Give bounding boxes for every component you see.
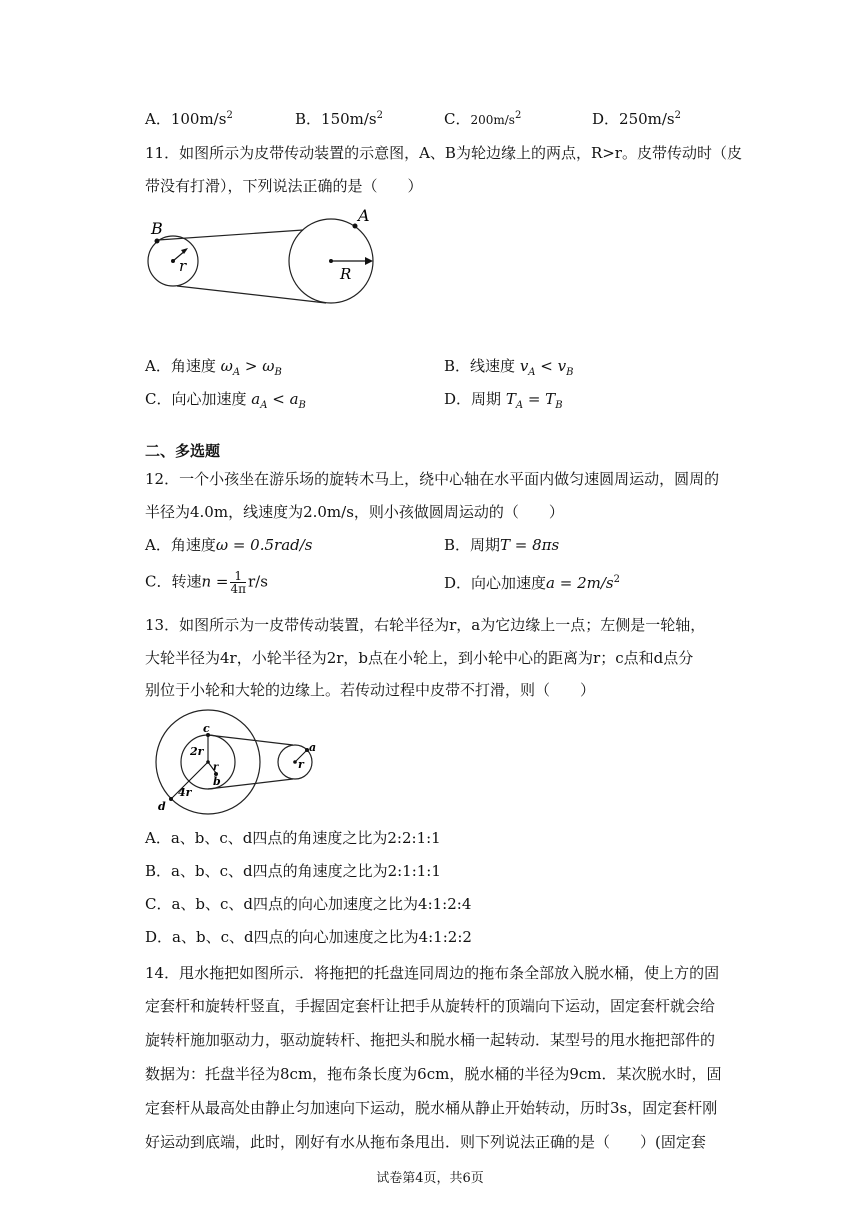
q13-label-r-right: r	[298, 758, 304, 771]
q14-stem-line2: 定套杆和旋转杆竖直，手握固定套杆让把手从旋转杆的顶端向下运动，固定套杆就会给	[145, 997, 716, 1015]
q13-option-b[interactable]: B．a、b、c、d四点的角速度之比为2:1:1:1	[145, 862, 441, 880]
q11-stem-line2: 带没有打滑），下列说法正确的是（ ）	[145, 177, 423, 195]
q12-option-d[interactable]: D．向心加速度$a = 2m/s^2$	[444, 574, 620, 592]
q13-label-d: d	[158, 800, 166, 813]
q10-option-c[interactable]: C．$200m/s^2$	[444, 110, 522, 128]
q11-option-c[interactable]: C．向心加速度 $a_A < a_B$	[145, 390, 306, 411]
q13-label-4r: 4r	[178, 786, 192, 799]
q11-label-r: r	[179, 257, 187, 275]
q13-stem-line3: 别位于小轮和大轮的边缘上。若传动过程中皮带不打滑，则（ ）	[145, 681, 596, 699]
q13-stem-line2: 大轮半径为4r，小轮半径为2r，b点在小轮上，到小轮中心的距离为r；c点和d点分	[145, 649, 694, 667]
q13-label-a: a	[309, 741, 317, 754]
q13-label-c: c	[203, 722, 210, 735]
q14-stem-line3: 旋转杆施加驱动力，驱动旋转杆、拖把头和脱水桶一起转动．某型号的甩水拖把部件的	[145, 1031, 716, 1049]
q11-label-a: A	[358, 206, 370, 225]
q12-fraction: $\frac{1}{4\pi}$	[230, 569, 247, 596]
q10-option-d[interactable]: D．$250m/s^2$	[592, 110, 682, 128]
q11-option-d[interactable]: D．周期 $T_A = T_B$	[444, 390, 563, 411]
q13-option-d[interactable]: D．a、b、c、d四点的向心加速度之比为4:1:2:2	[145, 928, 472, 946]
q14-stem-line4: 数据为：托盘半径为8cm，拖布条长度为6cm，脱水桶的半径为9cm．某次脱水时，固	[145, 1065, 722, 1083]
q12-option-b[interactable]: B．周期T = 8πs	[444, 536, 560, 554]
q11-option-b[interactable]: B．线速度 $v_A < v_B$	[444, 357, 574, 378]
q13-label-2r: 2r	[190, 745, 204, 758]
q13-label-b: b	[213, 775, 221, 788]
q11-label-R: R	[340, 265, 352, 283]
q10-option-b[interactable]: B．$150m/s^2$	[295, 110, 384, 128]
page-footer: 试卷第4页，共6页	[376, 1171, 484, 1186]
q12-option-a[interactable]: A．角速度ω = 0.5rad/s	[145, 536, 313, 554]
q11-stem-line1: 11．如图所示为皮带传动装置的示意图，A、B为轮边缘上的两点，R>r。皮带传动时（皮	[145, 144, 742, 162]
q13-option-c[interactable]: C．a、b、c、d四点的向心加速度之比为4:1:2:4	[145, 895, 472, 913]
q13-label-r-small: r	[213, 762, 219, 773]
section-title-multiple-choice: 二、多选题	[145, 442, 221, 460]
q13-stem-line1: 13．如图所示为一皮带传动装置，右轮半径为r，a为它边缘上一点；左侧是一轮轴，	[145, 616, 706, 634]
q14-stem-line6: 好运动到底端，此时，刚好有水从拖布条甩出．则下列说法正确的是（ ）(固定套	[145, 1133, 706, 1151]
q12-option-c[interactable]: C．转速n = $\frac{1}{4\pi}$ r/s	[145, 569, 268, 596]
q10-option-a[interactable]: A．$100m/s^2$	[145, 110, 233, 128]
q13-option-a[interactable]: A．a、b、c、d四点的角速度之比为2:2:1:1	[145, 829, 441, 847]
q14-stem-line1: 14．甩水拖把如图所示．将拖把的托盘连同周边的拖布条全部放入脱水桶，使上方的固	[145, 964, 720, 982]
q12-stem-line1: 12．一个小孩坐在游乐场的旋转木马上，绕中心轴在水平面内做匀速圆周运动，圆周的	[145, 470, 720, 488]
q14-stem-line5: 定套杆从最高处由静止匀加速向下运动，脱水桶从静止开始转动，历时3s，固定套杆刚	[145, 1099, 718, 1117]
q11-label-b: B	[151, 219, 163, 238]
q11-option-a[interactable]: A．角速度 $\omega_A > \omega_B$	[145, 357, 282, 378]
q12-stem-line2: 半径为4.0m，线速度为2.0m/s，则小孩做圆周运动的（ ）	[145, 503, 564, 521]
